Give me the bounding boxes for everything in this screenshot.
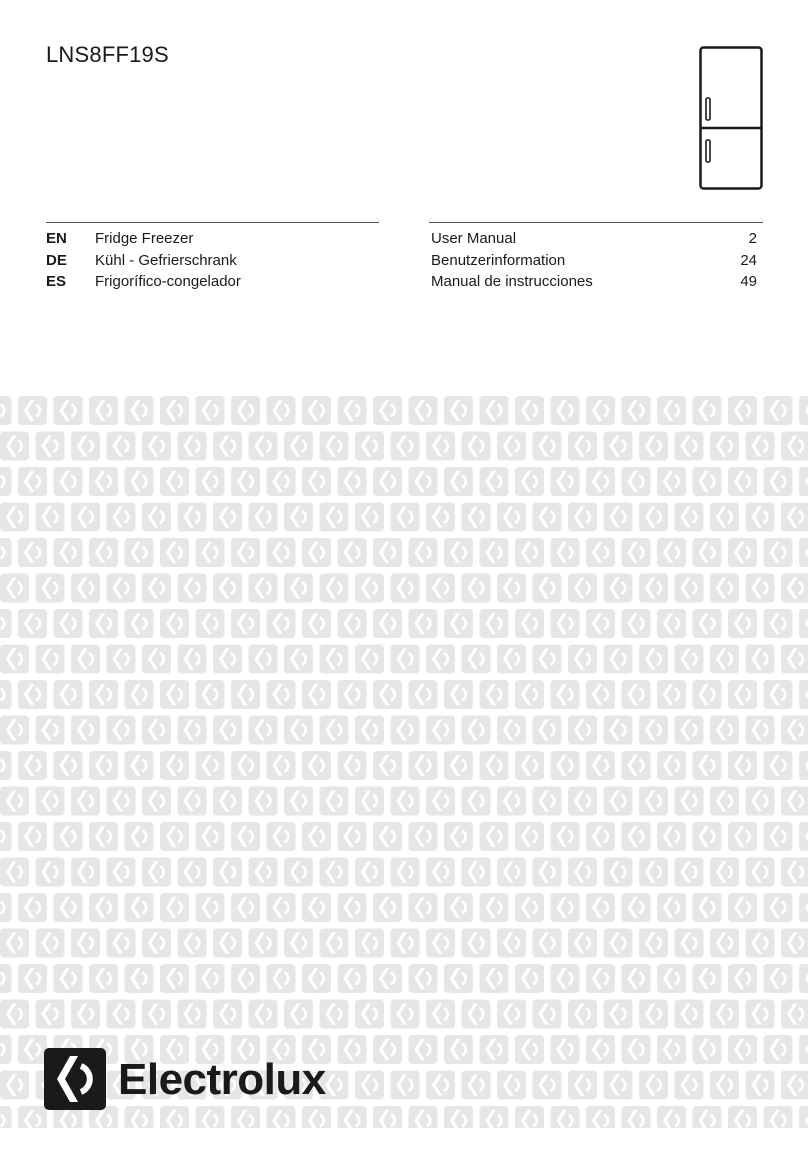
- page-number: 24: [740, 251, 757, 269]
- document-title: Benutzerinformation: [431, 251, 566, 269]
- language-row-en[interactable]: [46, 230, 763, 252]
- page-number: 2: [748, 230, 757, 247]
- product-name: Fridge Freezer: [95, 230, 194, 247]
- divider-right: [429, 222, 763, 223]
- brand-name: Electrolux: [118, 1055, 326, 1104]
- fridge-freezer-icon: [699, 46, 763, 190]
- page-number: 49: [740, 273, 757, 290]
- language-code: EN: [46, 230, 67, 247]
- electrolux-logo-icon: [44, 1048, 106, 1110]
- product-name: Frigorífico-congelador: [95, 273, 241, 290]
- language-row-de[interactable]: [46, 252, 763, 274]
- electrolux-logo-pattern: [0, 393, 808, 1128]
- language-code: DE: [46, 251, 67, 269]
- divider-left: [46, 222, 379, 223]
- document-title: Manual de instrucciones: [431, 273, 593, 290]
- brand-logo: [44, 1048, 326, 1112]
- model-number: LNS8FF19S: [46, 42, 169, 67]
- language-row-es[interactable]: [46, 273, 763, 295]
- language-index: [46, 230, 763, 295]
- language-code: ES: [46, 273, 67, 290]
- product-name: Kühl - Gefrierschrank: [95, 251, 237, 269]
- document-title: User Manual: [431, 230, 517, 247]
